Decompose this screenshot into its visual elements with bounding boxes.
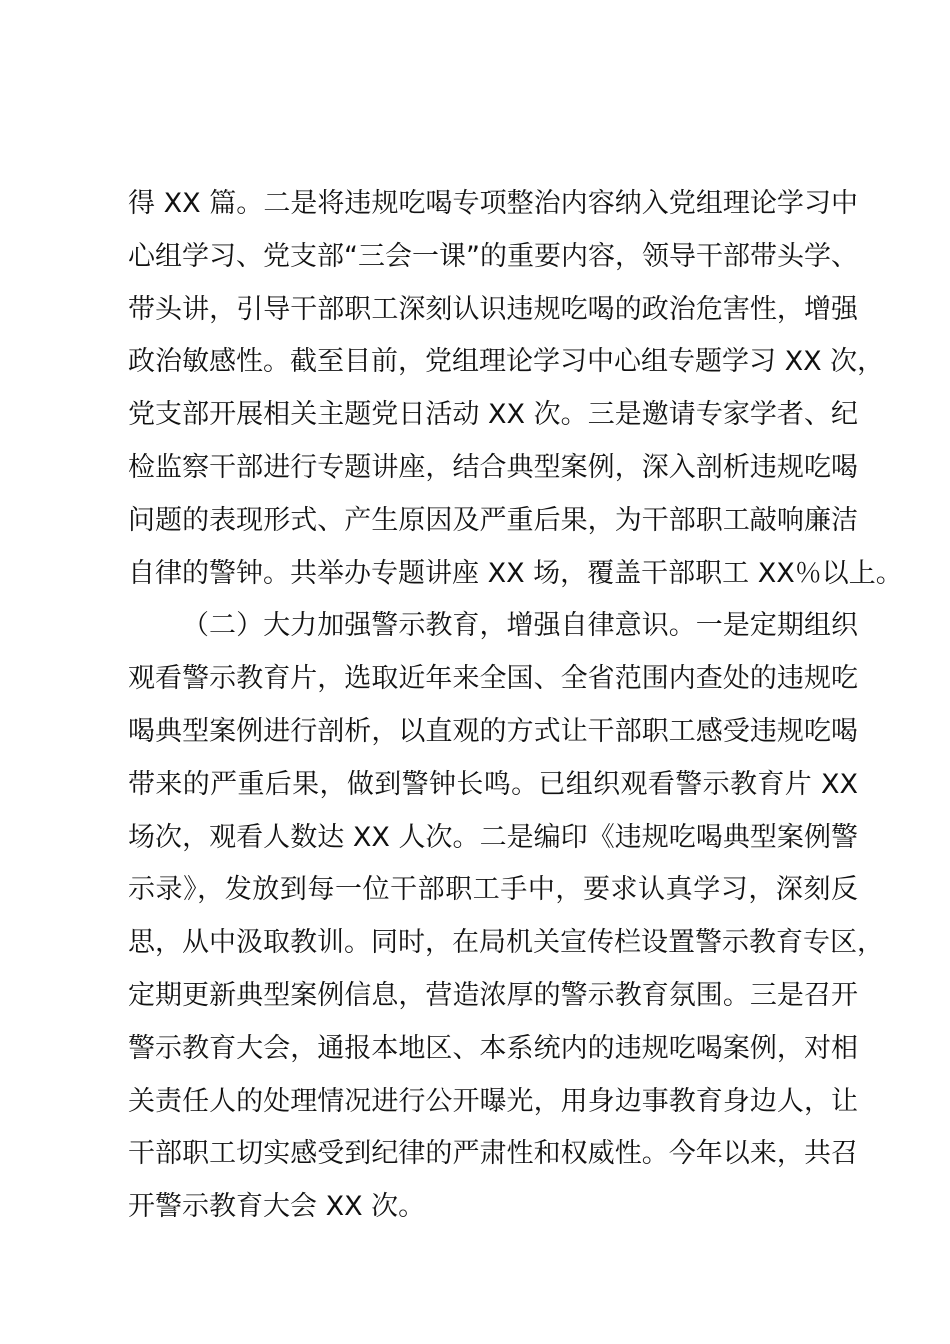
text-line: 党支部开展相关主题党日活动 XX 次。三是邀请专家学者、纪	[128, 399, 858, 431]
text-line: 示录》，发放到每一位干部职工手中，要求认真学习，深刻反	[128, 874, 858, 906]
text-line: 自律的警钟。共举办专题讲座 XX 场，覆盖干部职工 XX％以上。	[128, 557, 903, 589]
text-line: 开警示教育大会 XX 次。	[128, 1191, 426, 1223]
text-line: 政治敏感性。截至目前，党组理论学习中心组专题学习 XX 次，	[128, 346, 885, 378]
text-line: 场次，观看人数达 XX 人次。二是编印《违规吃喝典型案例警	[128, 821, 858, 853]
text-line: 思，从中汲取教训。同时，在局机关宣传栏设置警示教育专区，	[128, 927, 884, 959]
text-line: 问题的表现形式、产生原因及严重后果，为干部职工敲响廉洁	[128, 504, 858, 536]
paragraph-1	[128, 178, 903, 600]
text-line: 干部职工切实感受到纪律的严肃性和权威性。今年以来，共召	[128, 1138, 858, 1170]
paragraph-2	[128, 600, 884, 1234]
section-heading-line: （二）大力加强警示教育，增强自律意识。一是定期组织	[182, 610, 858, 642]
text-line: 心组学习、党支部“三会一课”的重要内容，领导干部带头学、	[128, 240, 858, 272]
text-line: 定期更新典型案例信息，营造浓厚的警示教育氛围。三是召开	[128, 979, 858, 1011]
text-line: 关责任人的处理情况进行公开曝光，用身边事教育身边人，让	[128, 1085, 858, 1117]
text-line: 观看警示教育片，选取近年来全国、全省范围内查处的违规吃	[128, 663, 858, 695]
document-body	[128, 178, 903, 1234]
text-line: 检监察干部进行专题讲座，结合典型案例，深入剖析违规吃喝	[128, 451, 858, 483]
text-line: 带头讲，引导干部职工深刻认识违规吃喝的政治危害性，增强	[128, 293, 858, 325]
text-line: 得 XX 篇。二是将违规吃喝专项整治内容纳入党组理论学习中	[128, 188, 858, 219]
text-line: 喝典型案例进行剖析，以直观的方式让干部职工感受违规吃喝	[128, 715, 858, 747]
text-line: 带来的严重后果，做到警钟长鸣。已组织观看警示教育片 XX	[128, 768, 858, 800]
text-line: 警示教育大会，通报本地区、本系统内的违规吃喝案例，对相	[128, 1032, 858, 1064]
